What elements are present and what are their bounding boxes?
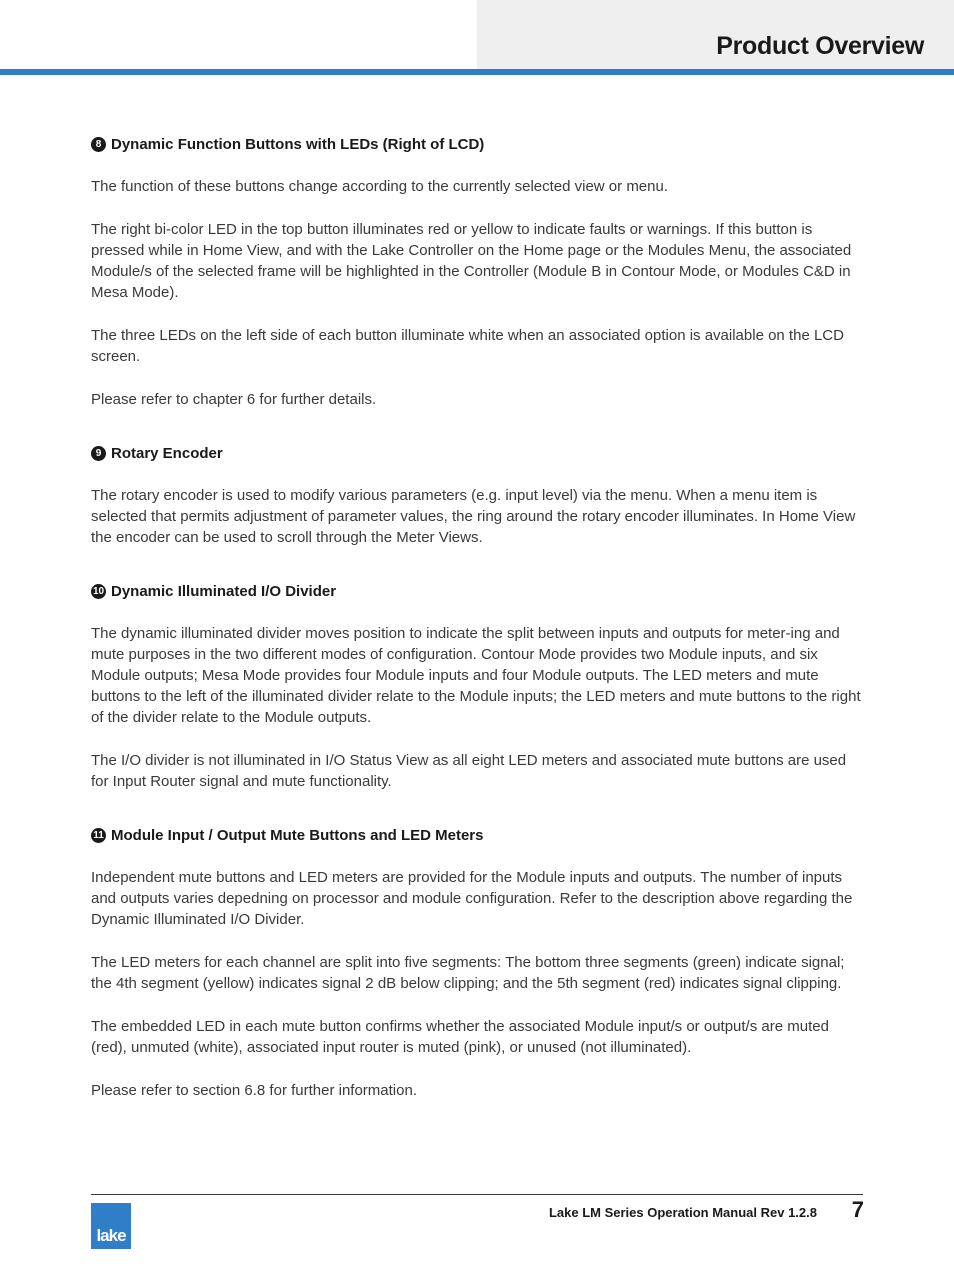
logo-text: lake — [96, 1226, 126, 1245]
paragraph: The I/O divider is not illuminated in I/O Status View as all eight LED meters and associated mute buttons are used for Input Router signal and mute functionality. — [91, 752, 847, 790]
section-number-badge: 11 — [91, 828, 106, 843]
footer-divider — [91, 1194, 863, 1195]
paragraph: The LED meters for each channel are split into five segments: The bottom three segments (green) indicate signal; the 4th segment (yellow) indicates signal 2 dB below clipping; and the 5th segment (red) indicates signal clipping. — [91, 954, 845, 992]
paragraph: Please refer to chapter 6 for further details. — [91, 391, 377, 408]
section-title: Dynamic Function Buttons with LEDs (Right of LCD) — [111, 136, 485, 153]
section-title: Rotary Encoder — [111, 445, 223, 462]
section-heading — [91, 827, 863, 844]
paragraph: The three LEDs on the left side of each button illuminate white when an associated option is available on the LCD screen. — [91, 327, 844, 365]
section-title: Module Input / Output Mute Buttons and LED Meters — [111, 827, 484, 844]
section-number-badge: 9 — [91, 446, 106, 461]
paragraph: The dynamic illuminated divider moves position to indicate the split between inputs and outputs for meter-ing and mute purposes in the two different modes of configuration. Contour Mode provides two Module inputs, and six Module outputs; Mesa Mode provides four Module inputs and four Module outputs. The LED meters and mute buttons to the left of the illuminated divider relate to the Module inputs; the LED meters and mute buttons to the right of the divider relate to the Module outputs. — [91, 625, 861, 726]
section-number-badge: 10 — [92, 586, 105, 597]
paragraph: Independent mute buttons and LED meters are provided for the Module inputs and outputs. The number of inputs and outputs varies depedning on processor and module configuration. Refer to the description above regarding the Dynamic Illuminated I/O Divider. — [91, 869, 853, 928]
paragraph: The function of these buttons change according to the currently selected view or menu. — [91, 178, 669, 195]
section-heading — [91, 445, 863, 462]
page-title: Product Overview — [716, 32, 924, 60]
section-title: Dynamic Illuminated I/O Divider — [111, 583, 337, 600]
section-number-badge: 8 — [91, 137, 106, 152]
paragraph: The right bi-color LED in the top button illuminates red or yellow to indicate faults or warnings. If this button is pressed while in Home View, and with the Lake Controller on the Home page or the Modules Menu, the associated Module/s of the selected frame will be highlighted in the Controller (Module B in Contour Mode, or Modules C&D in Mesa Mode). — [91, 221, 852, 301]
manual-title: Lake LM Series Operation Manual Rev 1.2.8 — [548, 1205, 817, 1220]
page-number: 7 — [851, 1197, 864, 1222]
section-heading — [91, 583, 863, 600]
paragraph: Please refer to section 6.8 for further information. — [91, 1082, 417, 1099]
lake-logo — [91, 1203, 131, 1249]
section-heading — [91, 136, 863, 153]
paragraph: The rotary encoder is used to modify various parameters (e.g. input level) via the menu. When a menu item is selected that permits adjustment of parameter values, the ring around the rotary encoder illuminates. In Home View the encoder can be used to scroll through the Meter Views. — [91, 487, 856, 546]
paragraph: The embedded LED in each mute button confirms whether the associated Module input/s or output/s are muted (red), unmuted (white), associated input router is muted (pink), or unused (not illuminated). — [91, 1018, 829, 1056]
header-divider — [0, 69, 954, 75]
main-content — [91, 136, 863, 1123]
